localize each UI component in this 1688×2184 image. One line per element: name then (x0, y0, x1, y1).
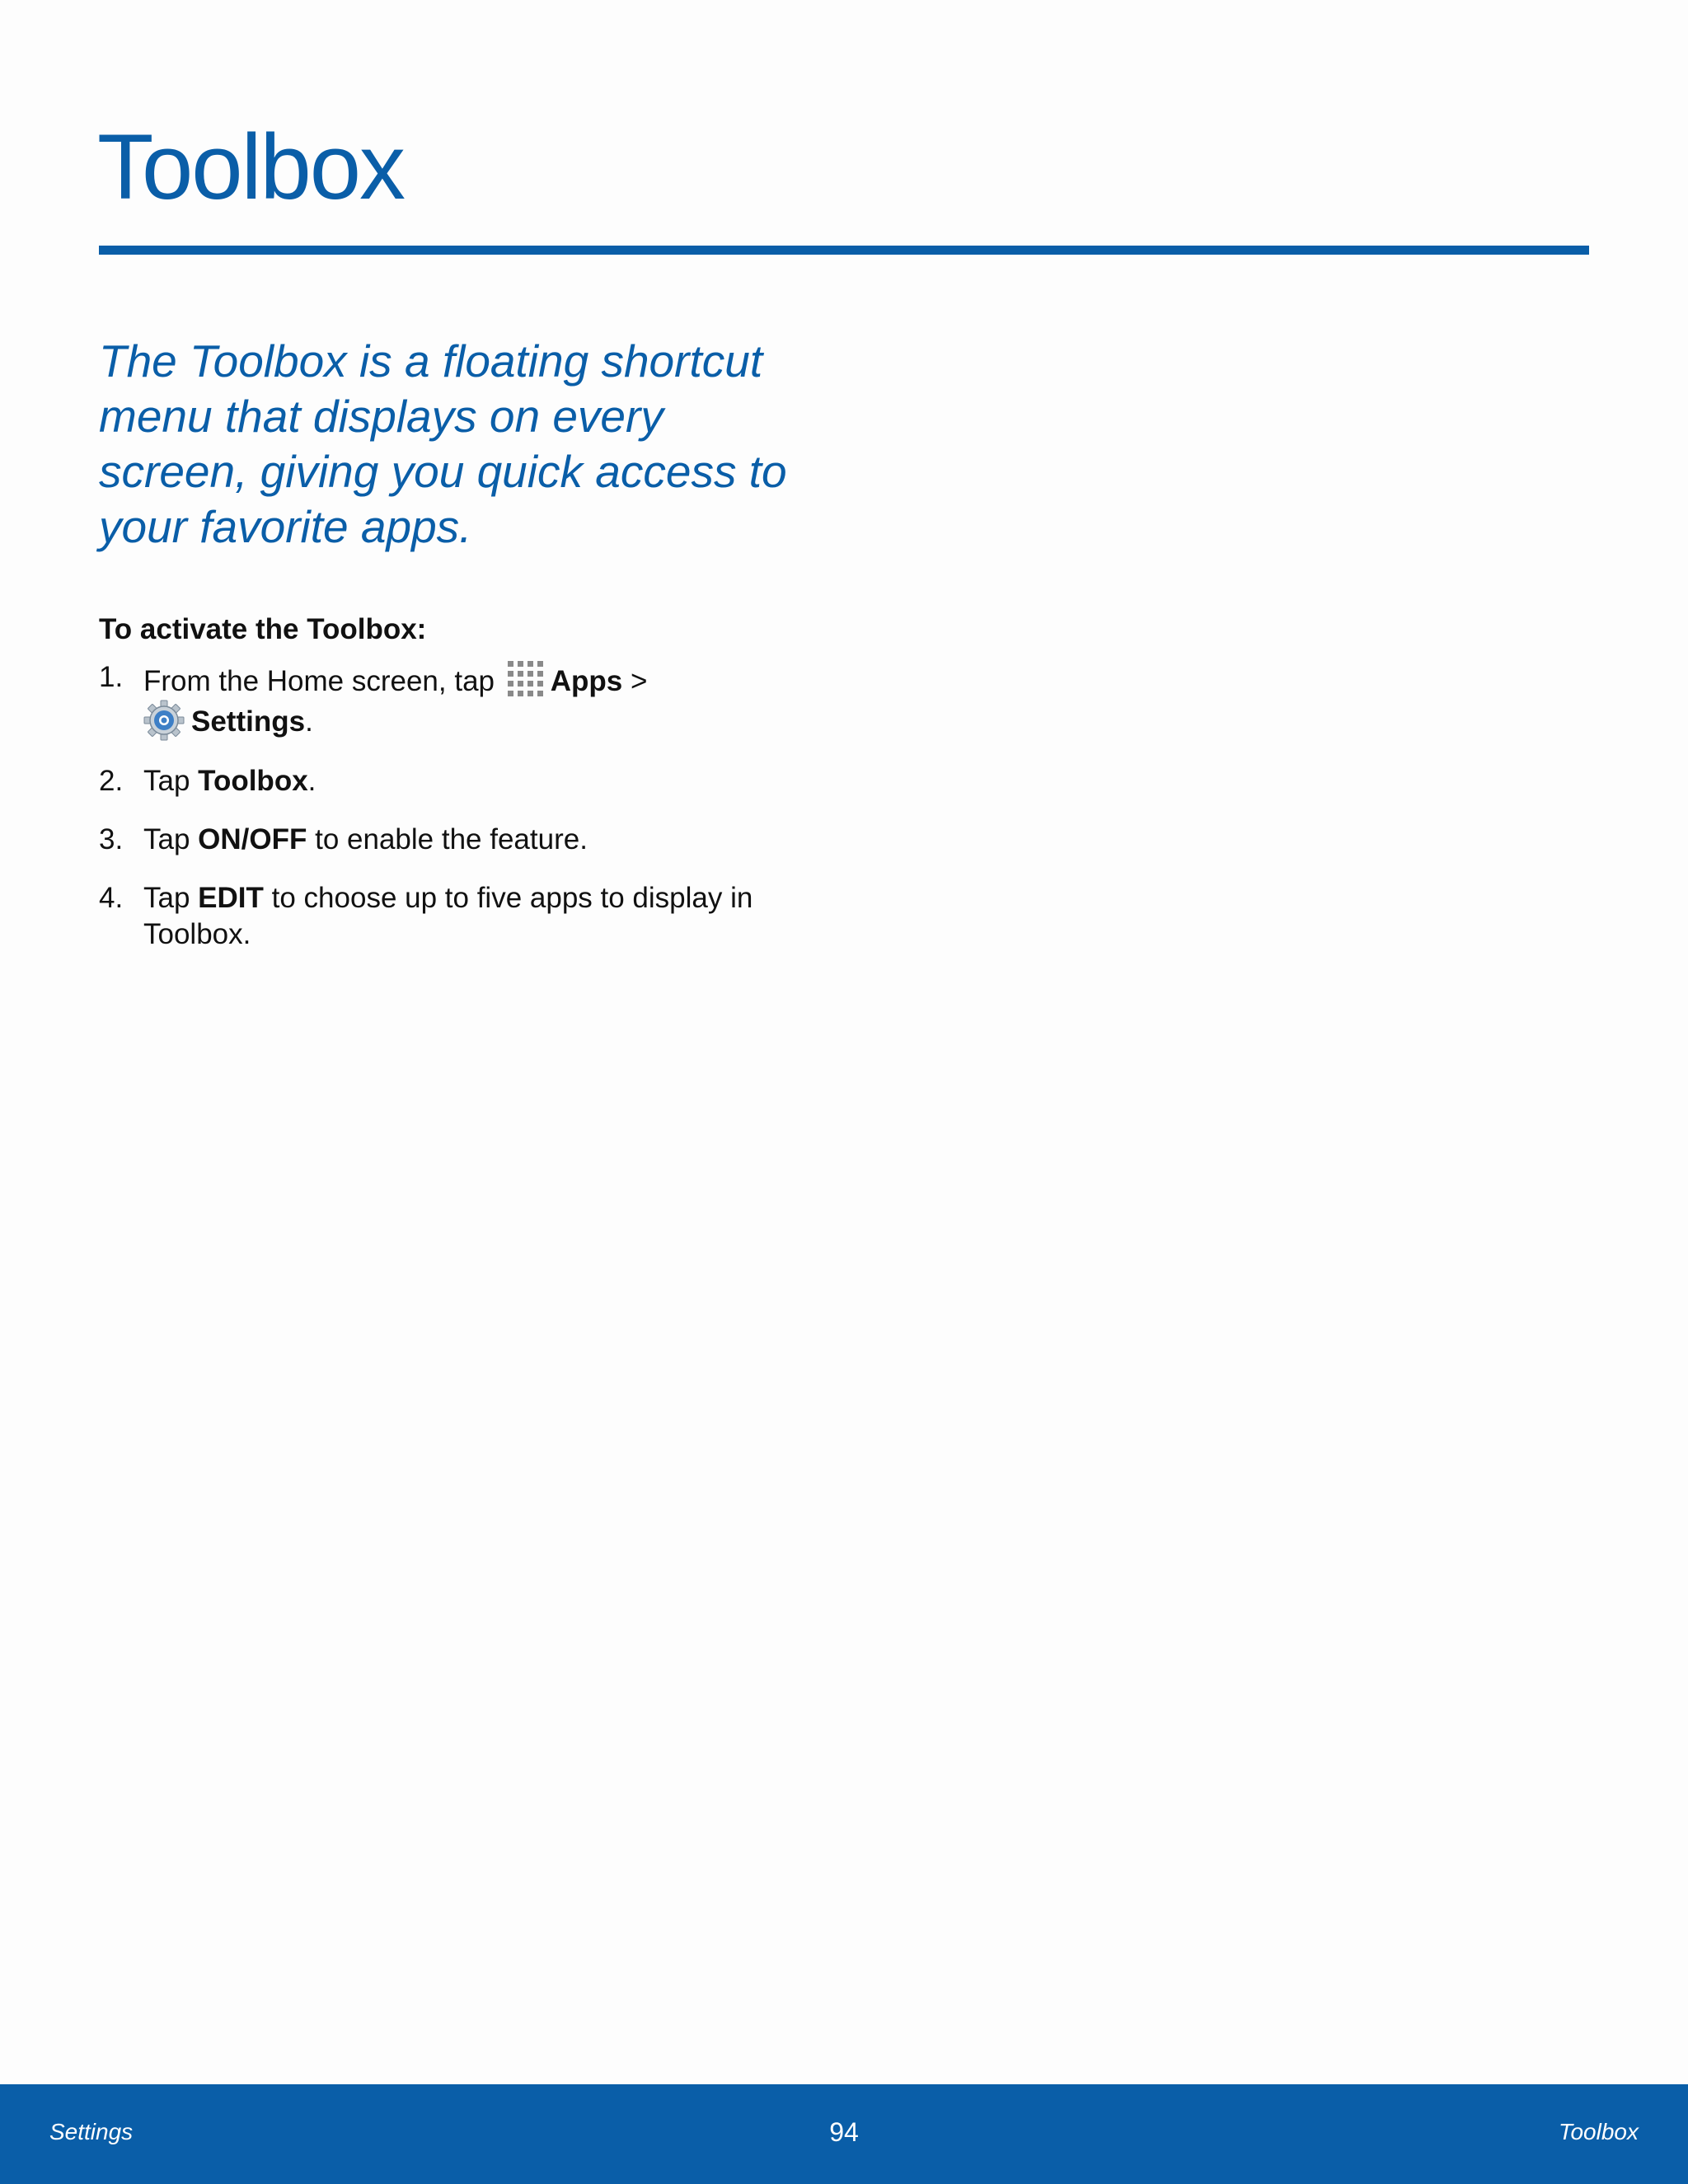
step-3 (99, 822, 808, 858)
apps-label: Apps (550, 665, 623, 697)
step-text-end: to enable the feature. (315, 823, 588, 855)
intro-text: The Toolbox is a floating shortcut menu that displays on every screen, giving you quick access to your favorite apps. (99, 335, 787, 552)
steps-list (99, 659, 808, 975)
step-text-end: to choose up to five apps to display in Toolbox. (143, 882, 753, 950)
step-number: 4. (99, 882, 124, 914)
step-number: 3. (99, 823, 124, 855)
footer-chapter-label: Toolbox (1558, 2119, 1639, 2144)
step-number: 1. (99, 661, 124, 693)
on-off-label: ON/OFF (198, 823, 307, 855)
step-2 (99, 763, 808, 799)
step-number: 2. (99, 765, 124, 797)
step-text: Tap (143, 823, 190, 855)
step-1 (99, 659, 808, 741)
page-footer (0, 2084, 1688, 2184)
title-divider (99, 246, 1589, 255)
step-text: Tap (143, 765, 190, 797)
step-4 (99, 880, 808, 953)
toolbox-label: Toolbox (198, 765, 308, 797)
settings-gear-icon (143, 700, 185, 741)
steps-heading: To activate the Toolbox: (99, 613, 427, 645)
apps-grid-icon (506, 659, 546, 699)
page-title: Toolbox (97, 115, 405, 218)
settings-label: Settings (191, 705, 306, 738)
breadcrumb-separator: > (630, 665, 648, 697)
edit-label: EDIT (198, 882, 264, 914)
step-text-end: . (307, 765, 316, 797)
page-number: 94 (829, 2117, 859, 2147)
step-text-end: . (305, 705, 313, 738)
step-text: From the Home screen, tap (143, 665, 495, 697)
footer-section-label: Settings (49, 2119, 134, 2144)
step-text: Tap (143, 882, 190, 914)
